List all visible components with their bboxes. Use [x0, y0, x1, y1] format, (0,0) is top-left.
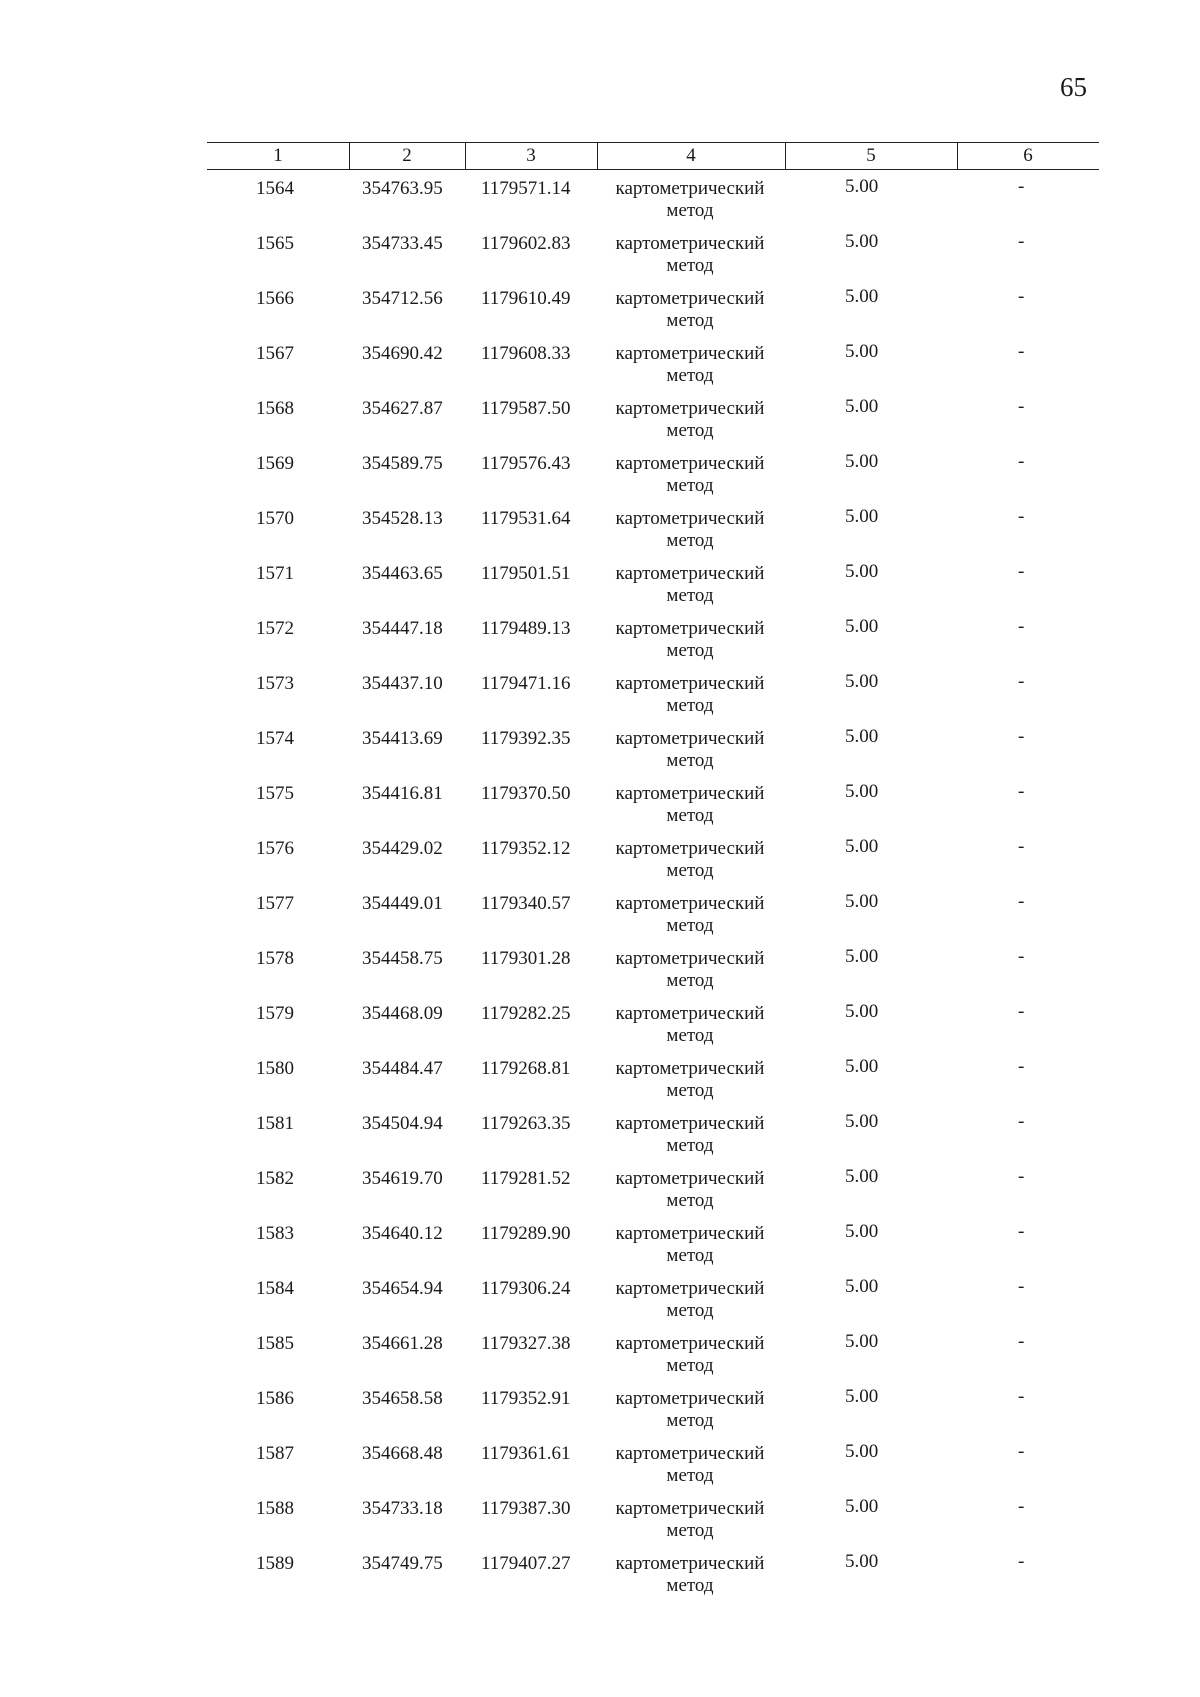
coordinate-y: 1179306.24: [481, 1278, 571, 1299]
coordinate-x: 354528.13: [362, 508, 443, 529]
point-number: 1567: [256, 343, 294, 364]
method-description: [600, 288, 780, 332]
column-header-1: 1: [273, 145, 283, 166]
accuracy-value: 5.00: [845, 1496, 879, 1517]
method-description: [600, 1333, 780, 1377]
method-description: [600, 1058, 780, 1102]
method-line-1: картометрический: [615, 563, 765, 584]
method-description: [600, 233, 780, 277]
method-description: [600, 398, 780, 442]
accuracy-value: 5.00: [845, 891, 879, 912]
point-number: 1574: [256, 728, 294, 749]
accuracy-value: 5.00: [845, 1221, 879, 1242]
table-row: [0, 783, 1200, 838]
column-header-4: 4: [686, 145, 696, 166]
method-line-2: метод: [666, 750, 714, 771]
method-line-1: картометрический: [615, 1278, 765, 1299]
method-description: [600, 1003, 780, 1047]
method-line-1: картометрический: [615, 1333, 765, 1354]
coordinate-y: 1179501.51: [481, 563, 571, 584]
method-description: [600, 838, 780, 882]
method-description: [600, 563, 780, 607]
point-number: 1575: [256, 783, 294, 804]
coordinate-x: 354447.18: [362, 618, 443, 639]
method-description: [600, 453, 780, 497]
coordinate-y: 1179576.43: [481, 453, 571, 474]
accuracy-value: 5.00: [845, 1441, 879, 1462]
point-number: 1589: [256, 1553, 294, 1574]
note-value: -: [1018, 836, 1025, 857]
table-row: [0, 398, 1200, 453]
table-row: [0, 1443, 1200, 1498]
table-row: [0, 1388, 1200, 1443]
method-line-2: метод: [666, 1520, 714, 1541]
table-row: [0, 1168, 1200, 1223]
note-value: -: [1018, 1001, 1025, 1022]
method-line-1: картометрический: [615, 1168, 765, 1189]
point-number: 1582: [256, 1168, 294, 1189]
method-line-1: картометрический: [615, 398, 765, 419]
coordinate-x: 354640.12: [362, 1223, 443, 1244]
accuracy-value: 5.00: [845, 726, 879, 747]
coordinate-y: 1179301.28: [481, 948, 571, 969]
point-number: 1568: [256, 398, 294, 419]
accuracy-value: 5.00: [845, 946, 879, 967]
table-row: [0, 508, 1200, 563]
method-line-2: метод: [666, 200, 714, 221]
note-value: -: [1018, 286, 1025, 307]
accuracy-value: 5.00: [845, 1276, 879, 1297]
coordinate-y: 1179281.52: [481, 1168, 571, 1189]
point-number: 1579: [256, 1003, 294, 1024]
coordinate-y: 1179531.64: [481, 508, 571, 529]
method-line-1: картометрический: [615, 508, 765, 529]
coordinate-y: 1179289.90: [481, 1223, 571, 1244]
method-line-2: метод: [666, 1300, 714, 1321]
method-line-2: метод: [666, 915, 714, 936]
method-line-2: метод: [666, 970, 714, 991]
table-header: [207, 142, 1099, 170]
coordinate-y: 1179370.50: [481, 783, 571, 804]
table-row: [0, 728, 1200, 783]
note-value: -: [1018, 726, 1025, 747]
point-number: 1566: [256, 288, 294, 309]
note-value: -: [1018, 671, 1025, 692]
table-row: [0, 1058, 1200, 1113]
method-line-1: картометрический: [615, 618, 765, 639]
coordinate-y: 1179571.14: [481, 178, 571, 199]
method-description: [600, 673, 780, 717]
accuracy-value: 5.00: [845, 231, 879, 252]
table-row: [0, 673, 1200, 728]
method-description: [600, 948, 780, 992]
point-number: 1581: [256, 1113, 294, 1134]
method-line-2: метод: [666, 310, 714, 331]
method-line-1: картометрический: [615, 1058, 765, 1079]
method-line-2: метод: [666, 585, 714, 606]
coordinate-y: 1179587.50: [481, 398, 571, 419]
table-row: [0, 453, 1200, 508]
table-row: [0, 233, 1200, 288]
method-line-2: метод: [666, 1575, 714, 1596]
coordinate-x: 354437.10: [362, 673, 443, 694]
coordinate-y: 1179268.81: [481, 1058, 571, 1079]
method-description: [600, 343, 780, 387]
method-line-1: картометрический: [615, 948, 765, 969]
accuracy-value: 5.00: [845, 1551, 879, 1572]
coordinate-y: 1179352.12: [481, 838, 571, 859]
method-description: [600, 618, 780, 662]
method-description: [600, 508, 780, 552]
method-line-2: метод: [666, 530, 714, 551]
accuracy-value: 5.00: [845, 671, 879, 692]
point-number: 1577: [256, 893, 294, 914]
coordinate-y: 1179407.27: [481, 1553, 571, 1574]
column-header-3: 3: [526, 145, 536, 166]
method-line-2: метод: [666, 1025, 714, 1046]
method-description: [600, 1168, 780, 1212]
accuracy-value: 5.00: [845, 506, 879, 527]
note-value: -: [1018, 231, 1025, 252]
method-line-1: картометрический: [615, 1498, 765, 1519]
accuracy-value: 5.00: [845, 561, 879, 582]
note-value: -: [1018, 946, 1025, 967]
note-value: -: [1018, 176, 1025, 197]
coordinate-x: 354763.95: [362, 178, 443, 199]
accuracy-value: 5.00: [845, 616, 879, 637]
method-description: [600, 783, 780, 827]
method-description: [600, 1113, 780, 1157]
note-value: -: [1018, 396, 1025, 417]
table-row: [0, 1333, 1200, 1388]
method-line-1: картометрический: [615, 838, 765, 859]
accuracy-value: 5.00: [845, 1056, 879, 1077]
method-line-2: метод: [666, 1190, 714, 1211]
table-row: [0, 1553, 1200, 1608]
coordinate-x: 354733.45: [362, 233, 443, 254]
note-value: -: [1018, 451, 1025, 472]
table-row: [0, 1113, 1200, 1168]
coordinate-x: 354463.65: [362, 563, 443, 584]
method-line-2: метод: [666, 365, 714, 386]
coordinate-y: 1179608.33: [481, 343, 571, 364]
table-row: [0, 178, 1200, 233]
method-line-1: картометрический: [615, 1388, 765, 1409]
table-row: [0, 838, 1200, 893]
note-value: -: [1018, 1331, 1025, 1352]
note-value: -: [1018, 1221, 1025, 1242]
method-line-1: картометрический: [615, 1113, 765, 1134]
coordinate-x: 354654.94: [362, 1278, 443, 1299]
point-number: 1565: [256, 233, 294, 254]
coordinate-x: 354458.75: [362, 948, 443, 969]
note-value: -: [1018, 1111, 1025, 1132]
coordinate-x: 354468.09: [362, 1003, 443, 1024]
method-line-1: картометрический: [615, 178, 765, 199]
method-line-1: картометрический: [615, 343, 765, 364]
coordinate-y: 1179327.38: [481, 1333, 571, 1354]
method-description: [600, 1553, 780, 1597]
coordinate-x: 354619.70: [362, 1168, 443, 1189]
point-number: 1573: [256, 673, 294, 694]
point-number: 1564: [256, 178, 294, 199]
coordinate-x: 354449.01: [362, 893, 443, 914]
method-description: [600, 1223, 780, 1267]
method-line-1: картометрический: [615, 893, 765, 914]
note-value: -: [1018, 891, 1025, 912]
coordinate-x: 354589.75: [362, 453, 443, 474]
accuracy-value: 5.00: [845, 1001, 879, 1022]
note-value: -: [1018, 1496, 1025, 1517]
coordinate-y: 1179602.83: [481, 233, 571, 254]
coordinate-y: 1179352.91: [481, 1388, 571, 1409]
coordinate-x: 354668.48: [362, 1443, 443, 1464]
method-description: [600, 728, 780, 772]
method-description: [600, 1278, 780, 1322]
note-value: -: [1018, 616, 1025, 637]
method-line-1: картометрический: [615, 783, 765, 804]
note-value: -: [1018, 341, 1025, 362]
coordinate-x: 354484.47: [362, 1058, 443, 1079]
coordinate-x: 354416.81: [362, 783, 443, 804]
coordinate-x: 354733.18: [362, 1498, 443, 1519]
page-number: 65: [1060, 72, 1087, 102]
coordinate-x: 354413.69: [362, 728, 443, 749]
accuracy-value: 5.00: [845, 781, 879, 802]
coordinate-x: 354429.02: [362, 838, 443, 859]
coordinate-x: 354627.87: [362, 398, 443, 419]
method-line-2: метод: [666, 1135, 714, 1156]
method-line-2: метод: [666, 1465, 714, 1486]
point-number: 1588: [256, 1498, 294, 1519]
accuracy-value: 5.00: [845, 396, 879, 417]
point-number: 1580: [256, 1058, 294, 1079]
coordinate-x: 354690.42: [362, 343, 443, 364]
coordinate-x: 354658.58: [362, 1388, 443, 1409]
method-description: [600, 1498, 780, 1542]
accuracy-value: 5.00: [845, 1166, 879, 1187]
table-body: [0, 178, 1200, 1608]
accuracy-value: 5.00: [845, 341, 879, 362]
method-line-1: картометрический: [615, 1223, 765, 1244]
note-value: -: [1018, 1441, 1025, 1462]
point-number: 1570: [256, 508, 294, 529]
coordinate-y: 1179387.30: [481, 1498, 571, 1519]
method-line-2: метод: [666, 1355, 714, 1376]
note-value: -: [1018, 1386, 1025, 1407]
note-value: -: [1018, 561, 1025, 582]
method-line-2: метод: [666, 640, 714, 661]
method-line-1: картометрический: [615, 1003, 765, 1024]
coordinate-x: 354661.28: [362, 1333, 443, 1354]
coordinate-y: 1179263.35: [481, 1113, 571, 1134]
method-line-1: картометрический: [615, 1443, 765, 1464]
table-row: [0, 343, 1200, 398]
table-row: [0, 1223, 1200, 1278]
method-line-1: картометрический: [615, 453, 765, 474]
coordinate-x: 354712.56: [362, 288, 443, 309]
point-number: 1587: [256, 1443, 294, 1464]
method-line-1: картометрический: [615, 1553, 765, 1574]
method-line-2: метод: [666, 805, 714, 826]
table-row: [0, 1278, 1200, 1333]
point-number: 1569: [256, 453, 294, 474]
coordinate-y: 1179471.16: [481, 673, 571, 694]
column-header-5: 5: [866, 145, 876, 166]
point-number: 1585: [256, 1333, 294, 1354]
method-line-1: картометрический: [615, 233, 765, 254]
method-line-2: метод: [666, 695, 714, 716]
coordinate-y: 1179610.49: [481, 288, 571, 309]
method-description: [600, 893, 780, 937]
coordinate-y: 1179489.13: [481, 618, 571, 639]
coordinate-y: 1179392.35: [481, 728, 571, 749]
point-number: 1586: [256, 1388, 294, 1409]
table-row: [0, 563, 1200, 618]
accuracy-value: 5.00: [845, 1386, 879, 1407]
note-value: -: [1018, 1166, 1025, 1187]
method-line-1: картометрический: [615, 288, 765, 309]
table-row: [0, 618, 1200, 673]
method-description: [600, 178, 780, 222]
method-line-2: метод: [666, 420, 714, 441]
table-row: [0, 1003, 1200, 1058]
note-value: -: [1018, 1276, 1025, 1297]
method-line-1: картометрический: [615, 728, 765, 749]
coordinate-y: 1179340.57: [481, 893, 571, 914]
coordinate-y: 1179361.61: [481, 1443, 571, 1464]
point-number: 1572: [256, 618, 294, 639]
note-value: -: [1018, 506, 1025, 527]
coordinate-y: 1179282.25: [481, 1003, 571, 1024]
point-number: 1583: [256, 1223, 294, 1244]
method-line-2: метод: [666, 255, 714, 276]
accuracy-value: 5.00: [845, 176, 879, 197]
point-number: 1576: [256, 838, 294, 859]
accuracy-value: 5.00: [845, 451, 879, 472]
coordinate-x: 354504.94: [362, 1113, 443, 1134]
accuracy-value: 5.00: [845, 1111, 879, 1132]
note-value: -: [1018, 1551, 1025, 1572]
note-value: -: [1018, 781, 1025, 802]
accuracy-value: 5.00: [845, 286, 879, 307]
table-row: [0, 288, 1200, 343]
column-header-6: 6: [1023, 145, 1033, 166]
point-number: 1571: [256, 563, 294, 584]
method-description: [600, 1388, 780, 1432]
method-line-2: метод: [666, 860, 714, 881]
method-line-2: метод: [666, 475, 714, 496]
accuracy-value: 5.00: [845, 836, 879, 857]
method-line-1: картометрический: [615, 673, 765, 694]
point-number: 1578: [256, 948, 294, 969]
method-description: [600, 1443, 780, 1487]
table-row: [0, 1498, 1200, 1553]
method-line-2: метод: [666, 1410, 714, 1431]
note-value: -: [1018, 1056, 1025, 1077]
accuracy-value: 5.00: [845, 1331, 879, 1352]
table-row: [0, 893, 1200, 948]
method-line-2: метод: [666, 1080, 714, 1101]
column-header-2: 2: [402, 145, 412, 166]
method-line-2: метод: [666, 1245, 714, 1266]
coordinate-x: 354749.75: [362, 1553, 443, 1574]
point-number: 1584: [256, 1278, 294, 1299]
table-row: [0, 948, 1200, 1003]
